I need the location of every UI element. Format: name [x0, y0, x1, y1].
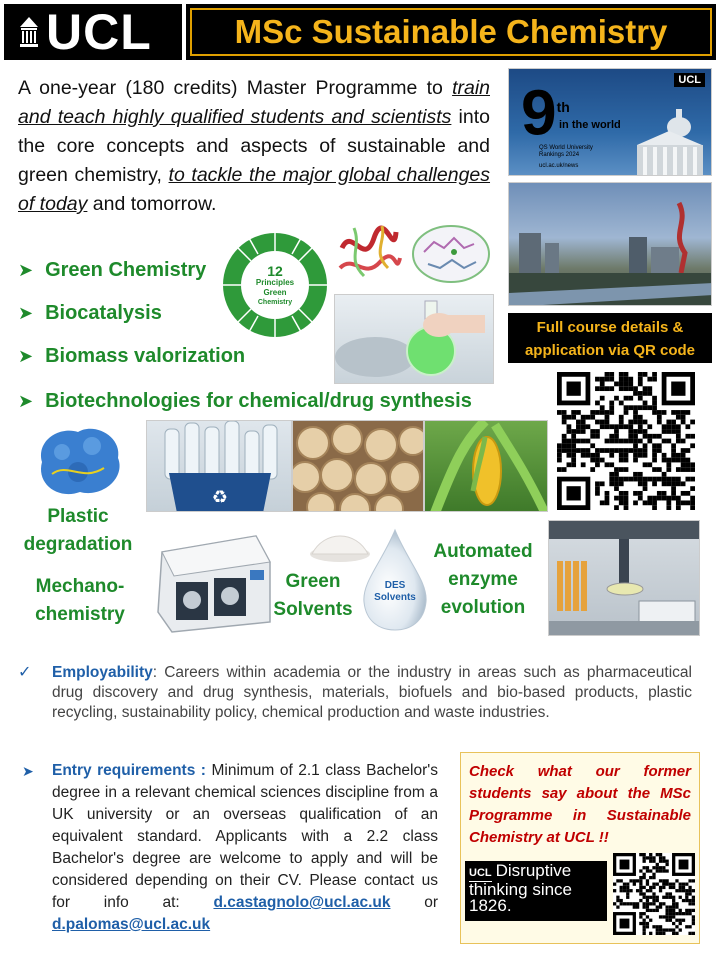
- campus-photo: [508, 182, 712, 306]
- ball-mill-image: [152, 522, 276, 638]
- video-logo: UCL: [469, 865, 492, 882]
- ranking-badge: QS World University Rankings 2024: [539, 145, 593, 158]
- qr-code-alumni[interactable]: [613, 853, 695, 935]
- entry-or: or: [390, 894, 438, 911]
- portico-icon: [20, 17, 38, 47]
- recycle-bin-icon: [147, 421, 292, 512]
- employability-section: [18, 663, 692, 723]
- topic-label: Biocatalysis: [45, 302, 162, 324]
- employability-key: Employability: [52, 664, 153, 681]
- protein-ribbon-icon: [334, 218, 404, 286]
- green-chemistry-principles-wheel: [222, 232, 328, 338]
- ranking-logo: UCL: [674, 73, 705, 87]
- svg-text:♻: ♻: [211, 487, 229, 508]
- topic-label: Biotechnologies for chemical/drug synthesis: [45, 390, 472, 412]
- enzyme-surface-image: [32, 422, 126, 500]
- plastic-bottles-photo: [146, 420, 292, 512]
- wheel-line2: Green: [263, 288, 287, 297]
- topic-label: Green Chemistry: [45, 259, 207, 281]
- wood-logs-photo: [292, 420, 424, 512]
- topic-label: Biomass valorization: [45, 345, 246, 367]
- des-label: DES Solvents: [374, 580, 416, 603]
- intro-text-1: A one-year (180 credits) Master Programme to: [18, 77, 453, 99]
- wheel-line1: Principles: [255, 278, 295, 287]
- ranking-url: ucl.ac.uk/news: [539, 163, 579, 169]
- ranking-number: 9th: [521, 76, 570, 149]
- page-title: MSc Sustainable Chemistry: [190, 8, 712, 56]
- robot-lab-icon: [549, 521, 700, 636]
- ranking-image: [508, 68, 712, 176]
- ranking-line: in the world: [559, 119, 621, 131]
- lab-automation-photo: [548, 520, 700, 636]
- active-site-image: [410, 222, 492, 286]
- label-plastic-degradation: Plastic degradation: [23, 506, 133, 555]
- green-flask-photo: [334, 294, 494, 384]
- entry-requirements-section: [22, 760, 438, 936]
- entry-text: Minimum of 2.1 class Bachelor's degree in a relevant chemical sciences discipline from a UK university or an overseas qualification of an equivalent standard. Applicants with a 2.2 class Bachelor's degree are welcome to apply and will be considered depending on their CV. Please contact us for info at:: [52, 762, 438, 911]
- enzyme-structure-image: [334, 218, 404, 286]
- portico-building-icon: [627, 105, 707, 175]
- ball-mill-icon: [152, 522, 276, 638]
- active-site-icon: [410, 222, 492, 286]
- corn-icon: [425, 421, 548, 512]
- logo-text: UCL: [46, 4, 152, 60]
- intro-text-3: and tomorrow.: [87, 193, 217, 215]
- alumni-text: Check what our former students say about the MSc Programme in Sustainable Chemistry at UCL !!: [469, 763, 691, 846]
- label-mechanochemistry: Mechano-chemistry: [35, 576, 125, 625]
- qr-code-course-details[interactable]: [557, 372, 695, 510]
- qr-caption: Full course details & application via QR code: [508, 313, 712, 363]
- topic-item-biocatalysis: [18, 302, 162, 325]
- arrow-bullet-icon: ➤: [22, 763, 34, 779]
- arrow-bullet-icon: ➤: [18, 391, 34, 411]
- arrow-bullet-icon: ➤: [18, 260, 34, 280]
- intro-paragraph: [18, 74, 490, 219]
- corn-photo: [424, 420, 548, 512]
- flask-icon: [335, 295, 494, 384]
- employability-text: : Careers within academia or the industry in areas such as pharmaceutical drug discovery and drug synthesis, materials, biofuels and bio-based products, plastic recycling, sustainability policy, chemical production and waste industries.: [52, 664, 692, 721]
- topic-item-biomass: [18, 345, 245, 368]
- label-green-solvents: Green Solvents: [273, 571, 353, 620]
- alumni-video-thumbnail[interactable]: [465, 861, 607, 921]
- wheel-number: 12: [267, 263, 283, 279]
- skyline-icon: [509, 183, 712, 306]
- title-banner: [186, 4, 716, 60]
- topic-item-green-chemistry: [18, 259, 206, 282]
- logs-icon: [293, 421, 424, 512]
- label-automated-enzyme-evolution: Automated enzyme evolution: [433, 541, 533, 618]
- arrow-bullet-icon: ➤: [18, 303, 34, 323]
- intro-emphasis-2: to tackle the major global challenges of today: [18, 164, 491, 215]
- intro-text-2: into the core concepts and aspects of sustainable and green chemistry,: [18, 106, 490, 186]
- checkmark-icon: ✓: [18, 664, 32, 681]
- enzyme-surface-icon: [32, 422, 126, 500]
- topic-item-biotechnologies: [18, 390, 472, 413]
- arrow-bullet-icon: ➤: [18, 346, 34, 366]
- intro-emphasis-1: train and teach highly qualified students and scientists: [18, 77, 490, 128]
- entry-key: Entry requirements :: [52, 762, 206, 779]
- wheel-line3: Chemistry: [257, 299, 293, 306]
- email-link-palomas[interactable]: d.palomas@ucl.ac.uk: [52, 916, 211, 933]
- alumni-testimonial-box: [460, 752, 700, 944]
- ucl-logo: [4, 4, 182, 60]
- video-slogan: Disruptive thinking since 1826.: [469, 861, 573, 915]
- email-link-castagnolo[interactable]: d.castagnolo@ucl.ac.uk: [213, 894, 391, 911]
